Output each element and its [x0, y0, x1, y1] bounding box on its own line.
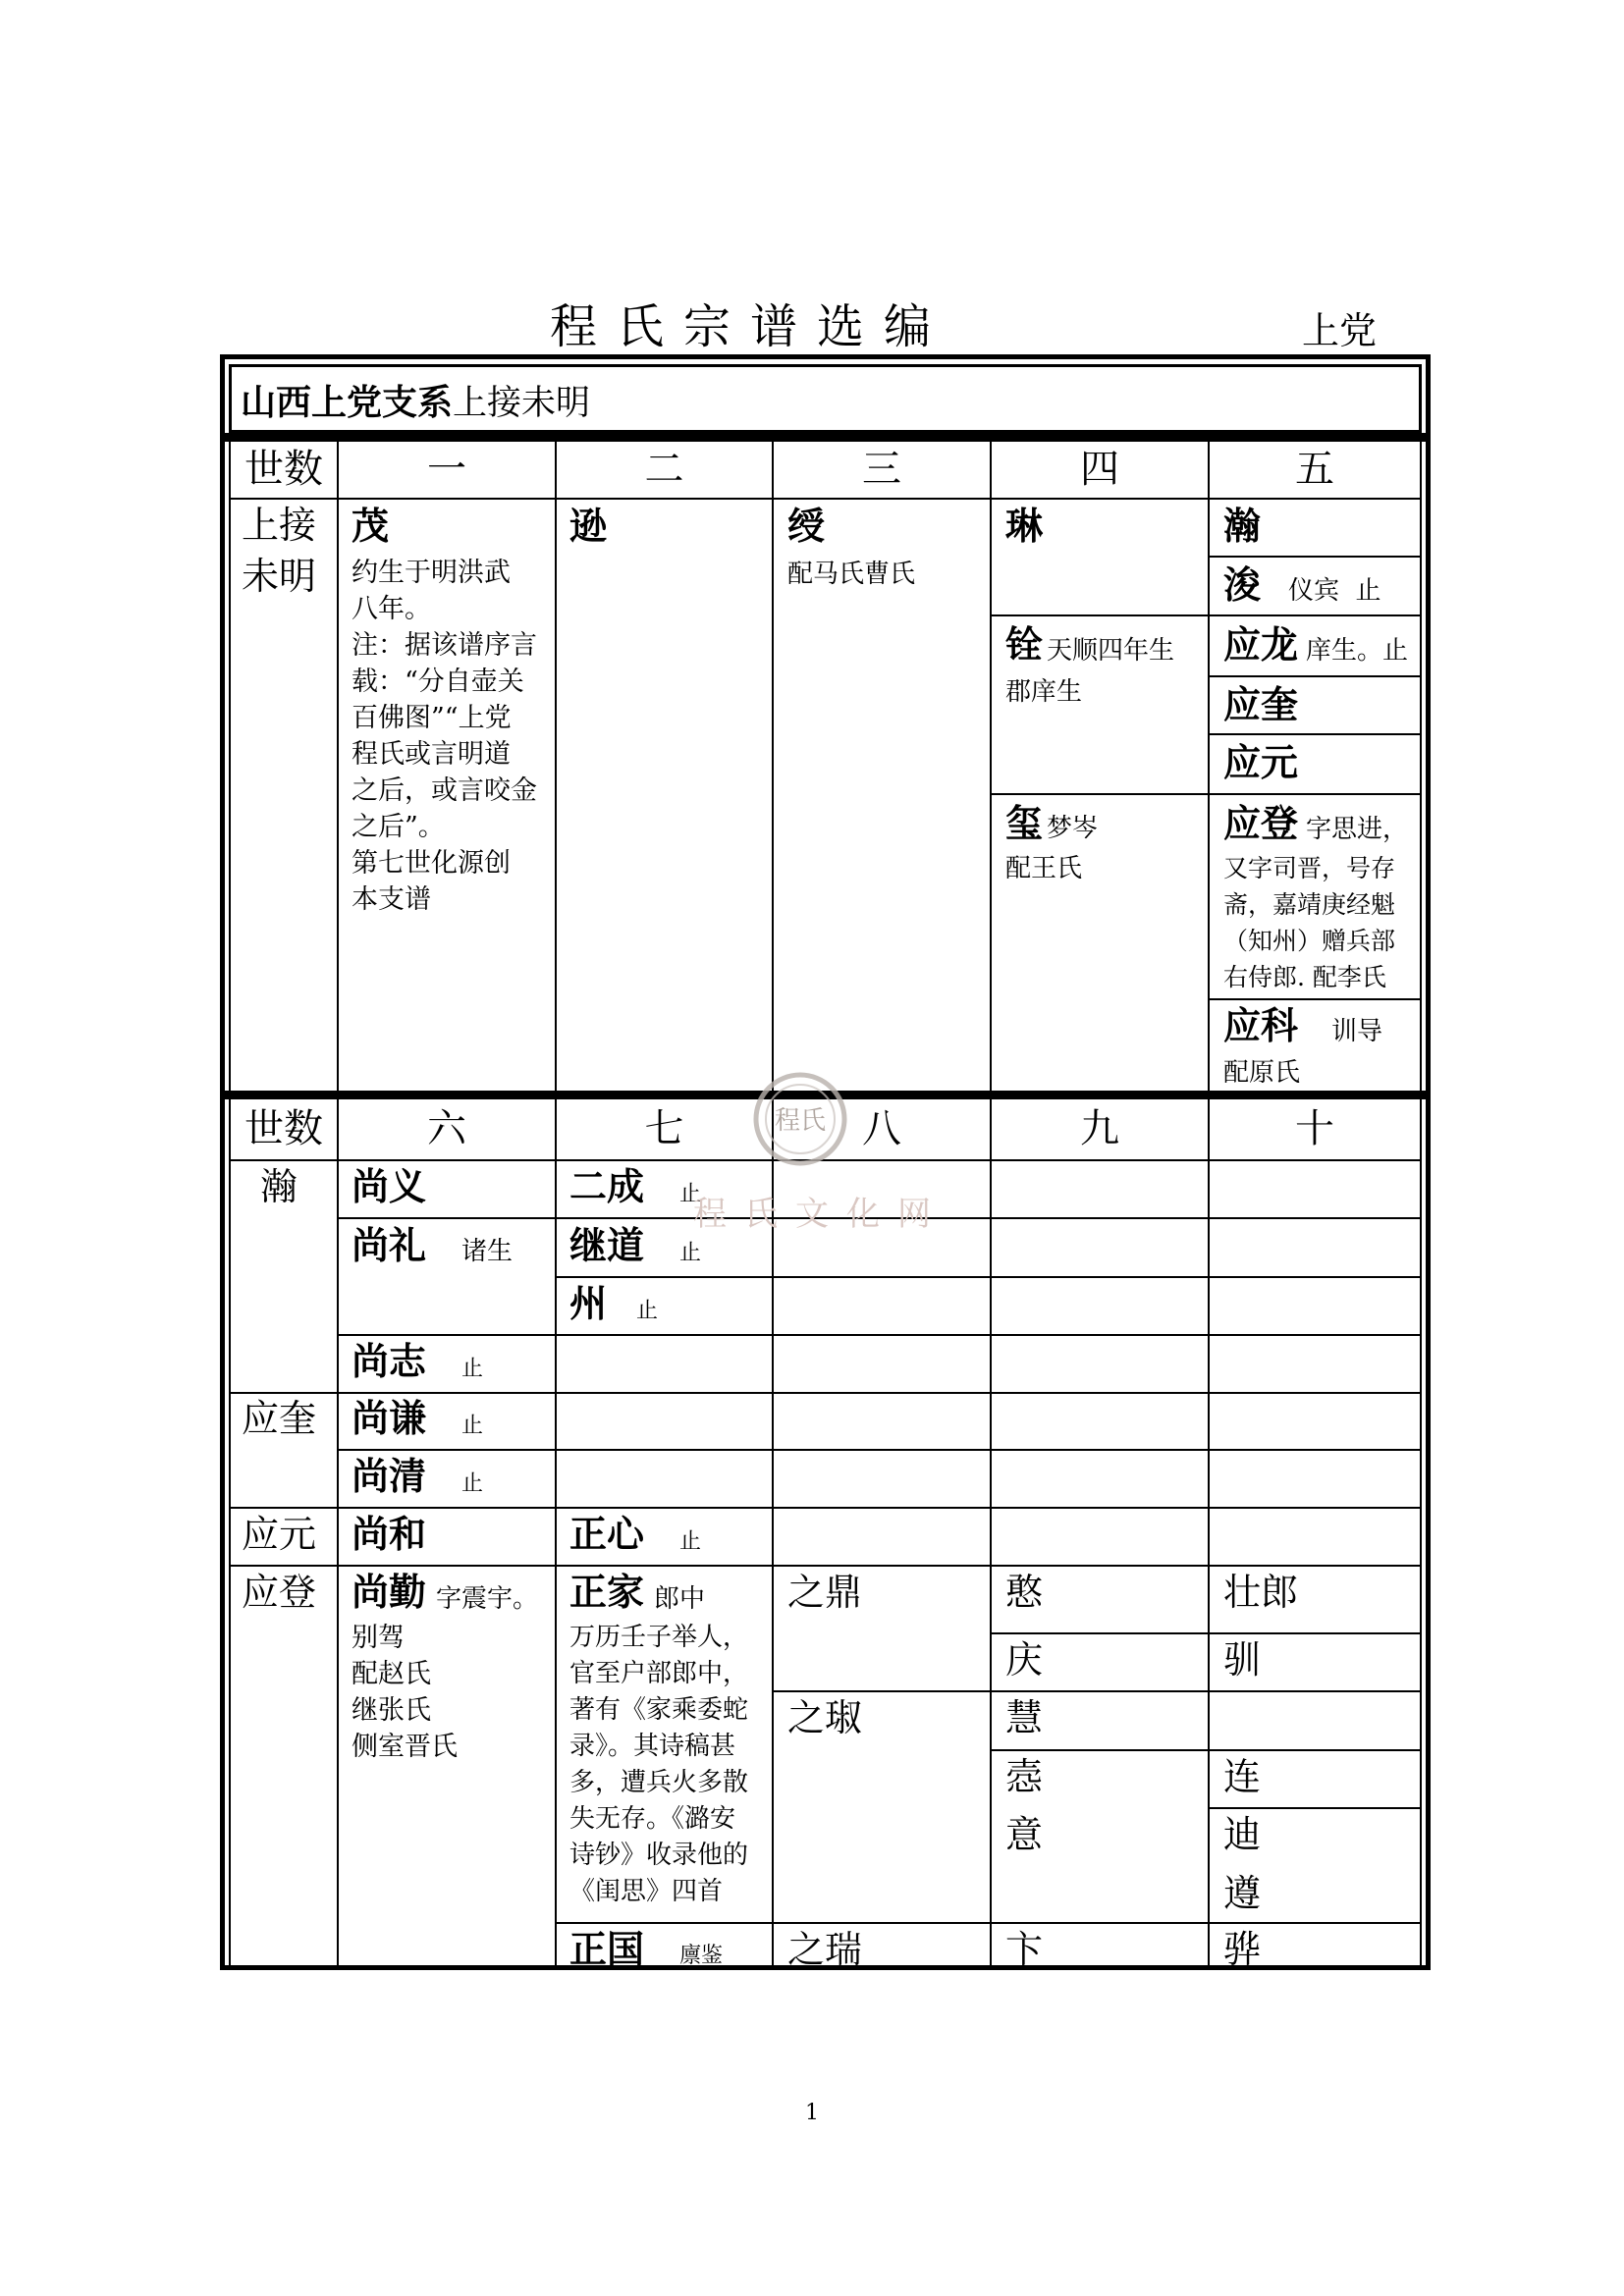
- gen2-name: 逊: [569, 504, 608, 548]
- gen9-name-6: 卞: [1005, 1928, 1044, 1971]
- page-region: 上党: [1302, 309, 1378, 352]
- header2-gen-10: 十: [1295, 1106, 1334, 1151]
- watermark-text: 程氏文化网: [693, 1195, 948, 1234]
- gen4-note-2: 郡庠生: [1005, 677, 1083, 707]
- gen6-name-5: 尚清: [352, 1454, 427, 1498]
- gen6-suffix-7: 字震宇。: [436, 1584, 539, 1614]
- gen5-note-7: 配原氏: [1223, 1058, 1301, 1088]
- gen9-name-4: 悫: [1005, 1755, 1044, 1798]
- gen10-name-5: 遵: [1223, 1872, 1262, 1915]
- gen10-name-6: 骅: [1223, 1928, 1262, 1971]
- header2-gen-9: 九: [1080, 1106, 1119, 1151]
- gen5-suffix-3: 庠生。止: [1306, 636, 1409, 666]
- parent-label-4: 应登: [242, 1571, 317, 1614]
- gen7-name-5: 正家: [569, 1570, 645, 1614]
- gen5-name-3: 应龙: [1223, 622, 1299, 667]
- gen4-name-2: 铨: [1005, 622, 1044, 667]
- branch-name: 山西上党支系: [241, 382, 454, 423]
- gen10-name-1: 壮郎: [1223, 1571, 1299, 1614]
- header2-gen-7: 七: [644, 1106, 684, 1151]
- gen5-name-2: 浚: [1223, 562, 1262, 607]
- gen4-name-1: 琳: [1005, 504, 1044, 548]
- gen7-suffix-3: 止: [636, 1299, 659, 1323]
- page-number: 1: [805, 2101, 819, 2125]
- gen4-note-3: 配王氏: [1005, 854, 1083, 883]
- gen8-name-2: 之琡: [787, 1696, 863, 1739]
- gen1-name: 茂: [352, 504, 390, 548]
- gen8-name-1: 之鼎: [787, 1571, 863, 1614]
- watermark-seal-icon: [746, 1070, 864, 1178]
- gen6-note-7: 别驾 配赵氏 继张氏 侧室晋氏: [352, 1623, 458, 1762]
- gen7-suffix-5: 郎中: [654, 1584, 706, 1614]
- gen4-name-3: 玺: [1005, 801, 1044, 845]
- gen4-suffix-3: 梦岑: [1047, 814, 1099, 843]
- branch-origin: 上接未明: [453, 384, 591, 423]
- gen7-name-4: 正心: [569, 1512, 645, 1556]
- gen6-name-2: 尚礼: [352, 1223, 427, 1267]
- gen5-name-7: 应科: [1223, 1003, 1299, 1047]
- gen5-note-6: 又字司晋，号存 斋，嘉靖庚经魁 （知州）赠兵部 右侍郎. 配李氏: [1223, 854, 1396, 991]
- header-generation-label: 世数: [244, 447, 323, 492]
- gen8-name-3: 之瑞: [787, 1928, 863, 1971]
- gen5-suffix-6: 字思进，: [1306, 815, 1409, 844]
- gen5-suffix-2: 仪宾 止: [1288, 576, 1381, 606]
- parent-label-2: 应奎: [242, 1397, 317, 1440]
- parent-label-1: 瀚: [260, 1165, 298, 1208]
- gen10-name-4: 迪: [1223, 1813, 1262, 1856]
- header-gen-3: 三: [862, 447, 901, 492]
- header-gen-5: 五: [1295, 447, 1334, 492]
- gen6-suffix-3: 止: [461, 1357, 484, 1381]
- gen9-name-2: 庆: [1005, 1638, 1044, 1682]
- gen5-name-4: 应奎: [1223, 682, 1299, 726]
- watermark-seal-text: 程氏: [774, 1106, 827, 1136]
- header2-gen-6: 六: [427, 1106, 466, 1151]
- gen5-suffix-7: 训导: [1331, 1017, 1383, 1046]
- gen7-suffix-4: 止: [679, 1529, 702, 1554]
- gen9-name-1: 憨: [1005, 1571, 1044, 1614]
- gen5-name-6: 应登: [1223, 801, 1299, 845]
- gen6-name-1: 尚义: [352, 1164, 427, 1208]
- gen6-name-3: 尚志: [352, 1339, 427, 1383]
- gen7-name-6: 正国: [569, 1927, 645, 1971]
- gen10-name-2: 驯: [1223, 1638, 1262, 1682]
- gen3-name: 绶: [787, 504, 826, 548]
- row-label-line-2: 未明: [242, 555, 317, 598]
- gen6-name-6: 尚和: [352, 1512, 427, 1556]
- gen7-suffix-1: 止: [679, 1182, 702, 1206]
- gen7-name-2: 继道: [569, 1223, 645, 1267]
- gen6-suffix-4: 止: [461, 1414, 484, 1438]
- gen3-note: 配马氏曹氏: [787, 560, 916, 589]
- gen5-name-1: 瀚: [1223, 504, 1262, 548]
- header2-gen-8: 八: [862, 1106, 901, 1151]
- page-title: 程氏宗谱选编: [550, 299, 951, 354]
- gen9-name-3: 慧: [1005, 1696, 1044, 1739]
- gen6-name-4: 尚谦: [352, 1396, 427, 1440]
- parent-label-3: 应元: [242, 1513, 317, 1556]
- gen4-suffix-2: 天顺四年生: [1047, 636, 1175, 666]
- gen6-suffix-5: 止: [461, 1471, 484, 1496]
- header-gen-2: 二: [644, 447, 684, 492]
- gen7-name-1: 二成: [569, 1164, 645, 1208]
- gen9-name-5: 意: [1005, 1813, 1044, 1856]
- gen6-name-7: 尚勤: [352, 1570, 427, 1614]
- gen1-note: 约生于明洪武 八年。 注：据该谱序言 载：“分自壶关 百佛图”“上党 程氏或言明道 之后，或言咬金 之后”。 第七世化源创 本支谱: [352, 558, 537, 915]
- header-gen-4: 四: [1080, 447, 1119, 492]
- header2-generation-label: 世数: [244, 1106, 323, 1151]
- row-label-line-1: 上接: [242, 504, 317, 547]
- gen7-suffix-6: 廪鉴: [679, 1944, 724, 1968]
- gen6-suffix-2: 诸生: [461, 1237, 514, 1266]
- gen7-suffix-2: 止: [679, 1241, 702, 1265]
- header-gen-1: 一: [427, 447, 466, 492]
- gen7-note-5: 万历壬子举人， 官至户部郎中， 著有《家乘委蛇 录》。其诗稿甚 多，遭兵火多散 失无存。《潞安 诗钞》收录他的 《闺思》四首: [569, 1623, 749, 1906]
- gen10-name-3: 连: [1223, 1755, 1262, 1798]
- gen5-name-5: 应元: [1223, 740, 1299, 784]
- gen7-name-3: 州: [569, 1281, 608, 1325]
